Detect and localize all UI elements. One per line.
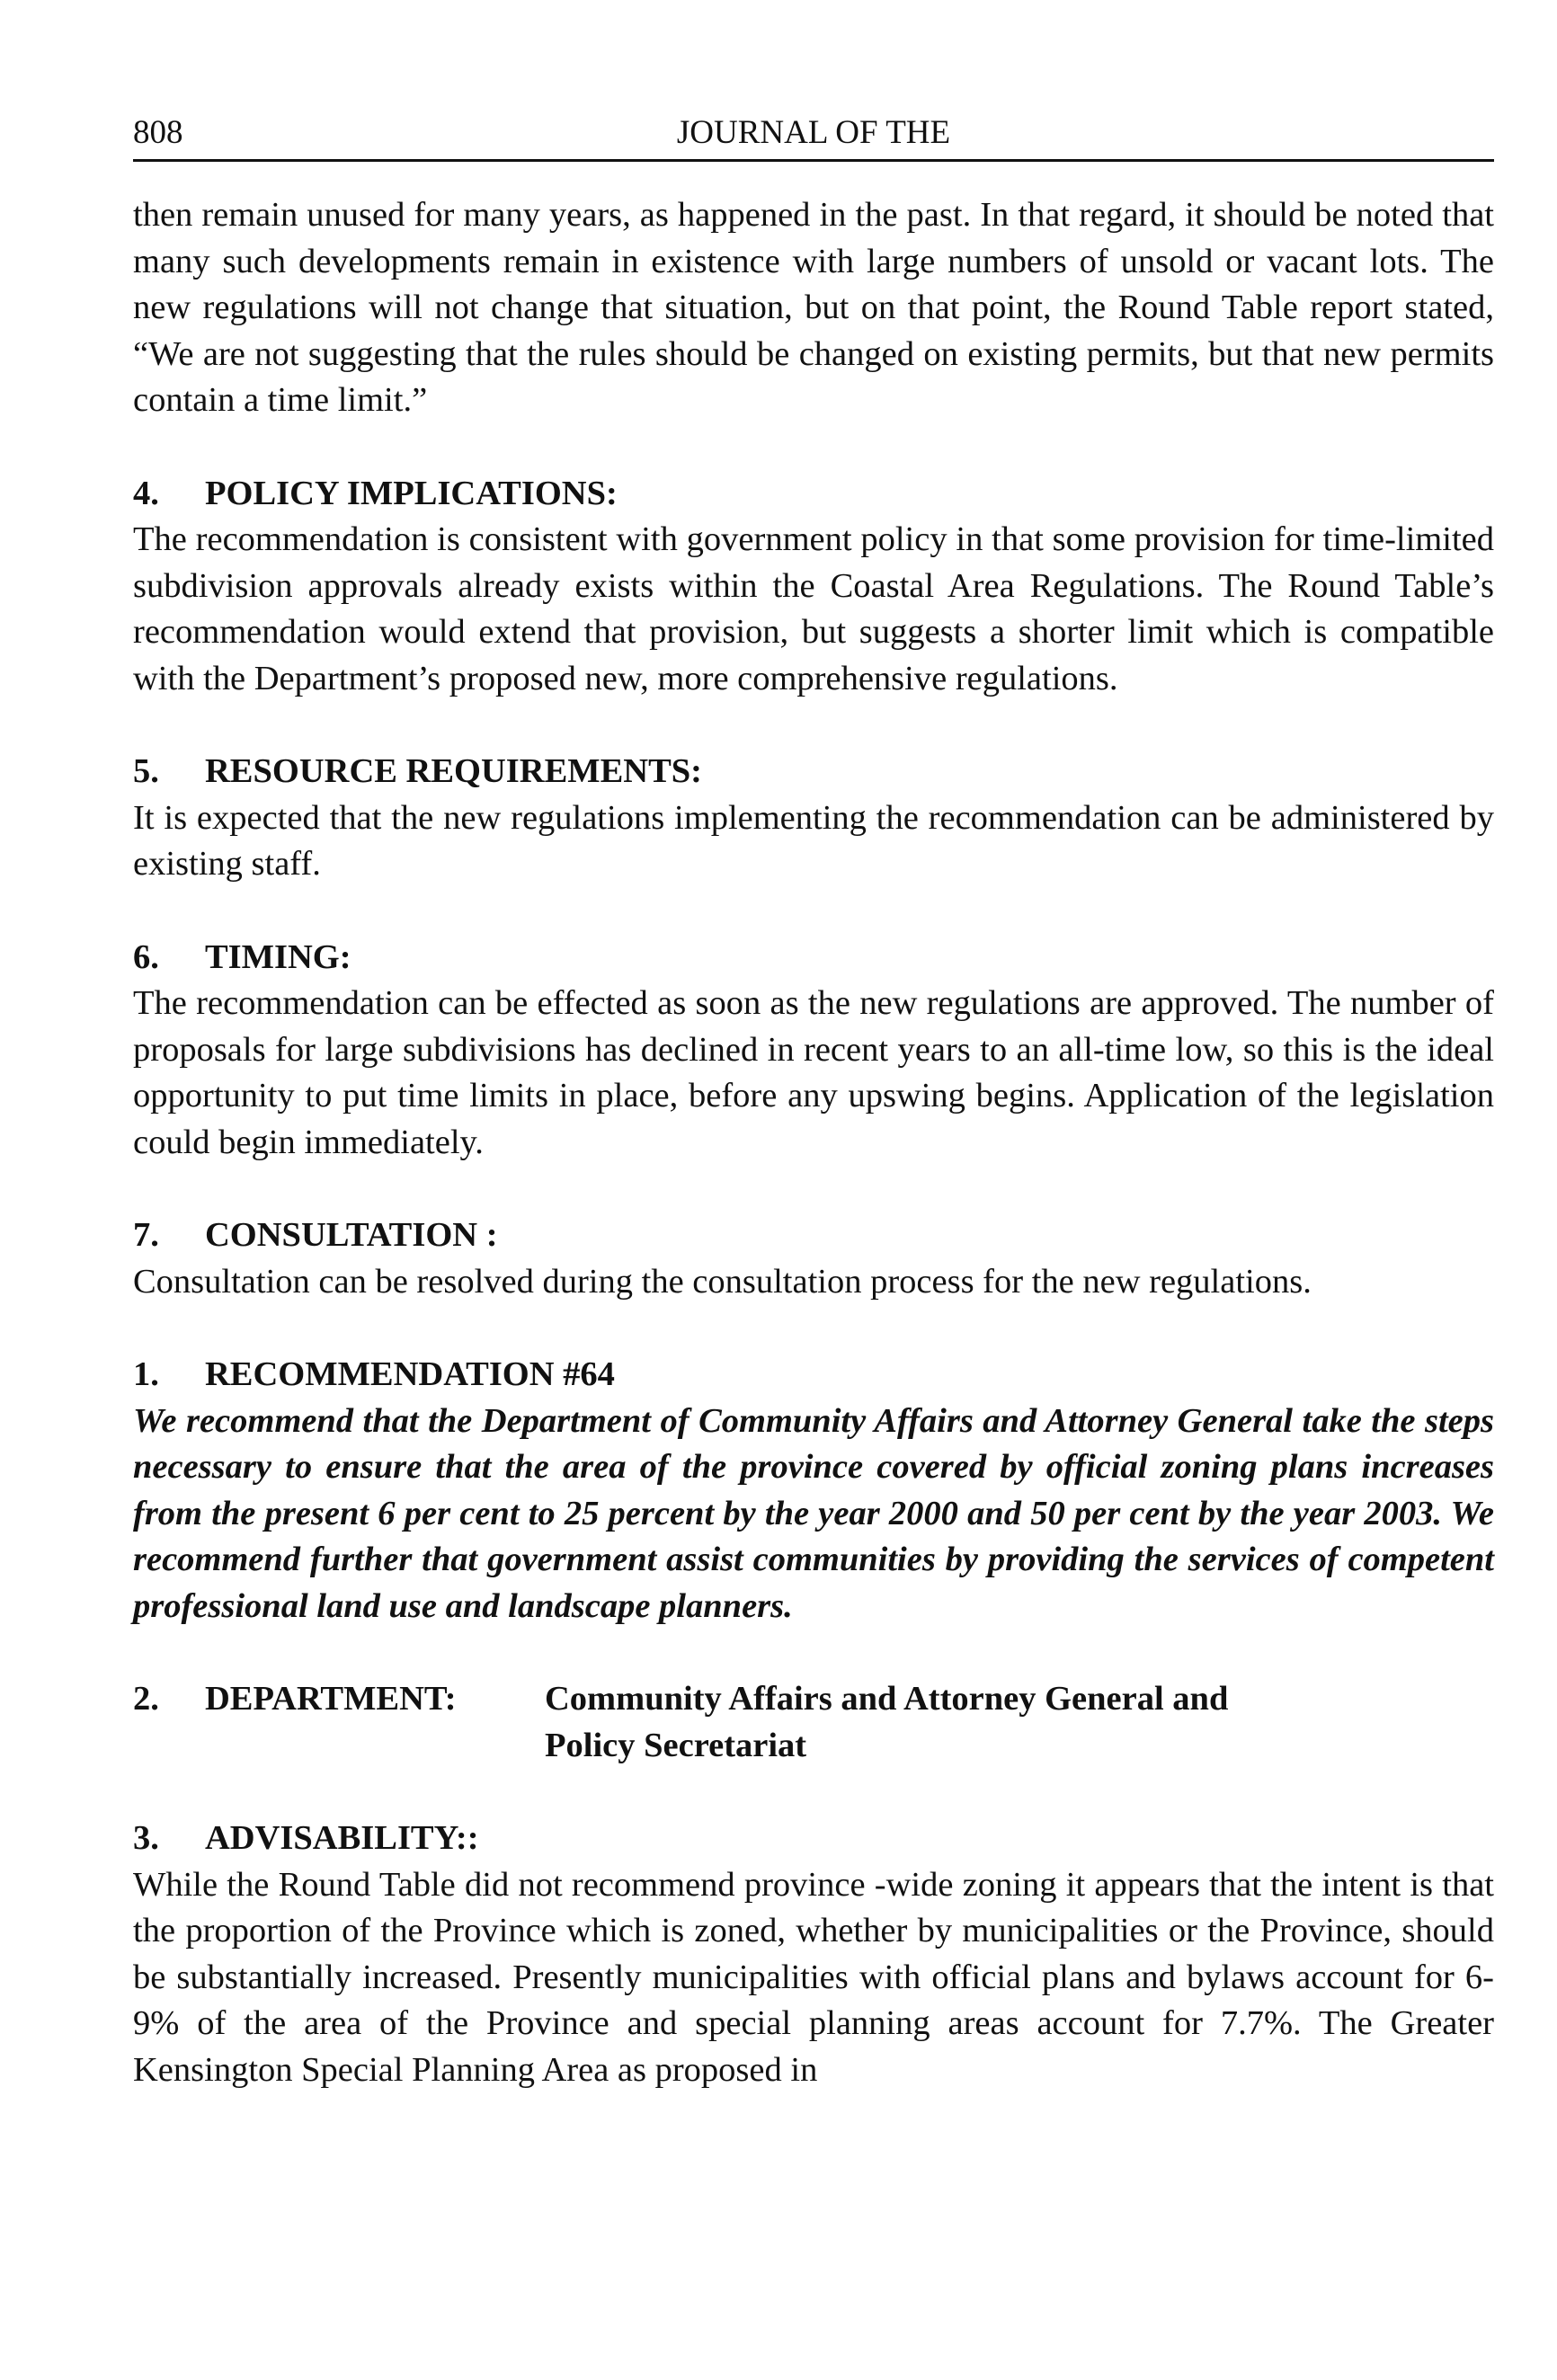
section-heading-policy-implications <box>133 471 1494 518</box>
page-number: 808 <box>133 114 183 151</box>
department-line-1: Community Affairs and Attorney General and <box>545 1680 1229 1718</box>
section-title: CONSULTATION : <box>205 1216 498 1254</box>
section-title: TIMING: <box>205 937 351 976</box>
section-number: 3. <box>133 1819 159 1857</box>
section-text-timing: The recommendation can be effected as soon as the new regulations are approved. The number of proposals for large subdivisions has declined in recent years to an all-time low, so this is the ideal opportunity to put time limits in place, before any upswing begins. Application of the legislation could begin immediately. <box>133 984 1494 1161</box>
section-heading-consultation <box>133 1212 1494 1259</box>
section-title: DEPARTMENT: <box>205 1680 457 1718</box>
section-number: 6. <box>133 937 159 976</box>
recommendation-text: We recommend that the Department of Community Affairs and Attorney General take the steps necessary to ensure that the area of the province covered by official zoning plans increases from the present 6 per cent to 25 percent by the year 2000 and 50 per cent by the year 2003. We recommend further that government assist communities by providing the services of competent professional land use and landscape planners. <box>133 1401 1494 1625</box>
section-title: POLICY IMPLICATIONS: <box>205 474 618 512</box>
section-number: 2. <box>133 1680 159 1718</box>
section-title: ADVISABILITY:: <box>205 1819 479 1857</box>
section-text-policy-implications: The recommendation is consistent with government policy in that some provision for time-limited subdivision approvals already exists within the Coastal Area Regulations. The Round Table’s recommendation would extend that provision, but suggests a shorter limit which is compatible with the Department’s proposed new, more comprehensive regulations. <box>133 520 1494 697</box>
section-title: RECOMMENDATION #64 <box>205 1355 615 1393</box>
advisability-text: While the Round Table did not recommend province -wide zoning it appears that the intent is that the proportion of the Province which is zoned, whether by municipalities or the Province, should be substantially increased. Presently municipalities with official plans and bylaws account for 6-9% of the area of the Province and special planning areas account for 7.7%. The Greater Kensington Special Planning Area as proposed in <box>133 1865 1494 2089</box>
section-heading-resource-requirements <box>133 749 1494 795</box>
section-number: 1. <box>133 1355 159 1393</box>
section-number: 4. <box>133 474 159 512</box>
document-page <box>133 103 1494 2093</box>
section-text-resource-requirements: It is expected that the new regulations implementing the recommendation can be administered by existing staff. <box>133 798 1494 883</box>
section-number: 7. <box>133 1216 159 1254</box>
intro-paragraph: then remain unused for many years, as happened in the past. In that regard, it should be noted that many such developments remain in existence with large numbers of unsold or vacant lots. The new regulations will not change that situation, but on that point, the Round Table report stated, “We are not suggesting that the rules should be changed on existing permits, but that new permits contain a time limit.” <box>133 196 1494 419</box>
recommendation-heading <box>133 1352 1494 1399</box>
page-header <box>133 103 1494 162</box>
section-text-consultation: Consultation can be resolved during the consultation process for the new regulations. <box>133 1262 1312 1301</box>
journal-title: JOURNAL OF THE <box>676 114 951 151</box>
department-value <box>545 1676 1228 1769</box>
department-label <box>133 1676 545 1769</box>
section-heading-timing <box>133 935 1494 981</box>
document-body <box>133 192 1494 2093</box>
department-line-2: Policy Secretariat <box>545 1726 807 1764</box>
advisability-heading <box>133 1816 1494 1862</box>
section-title: RESOURCE REQUIREMENTS: <box>205 752 702 790</box>
department-row <box>133 1676 1494 1769</box>
section-number: 5. <box>133 752 159 790</box>
